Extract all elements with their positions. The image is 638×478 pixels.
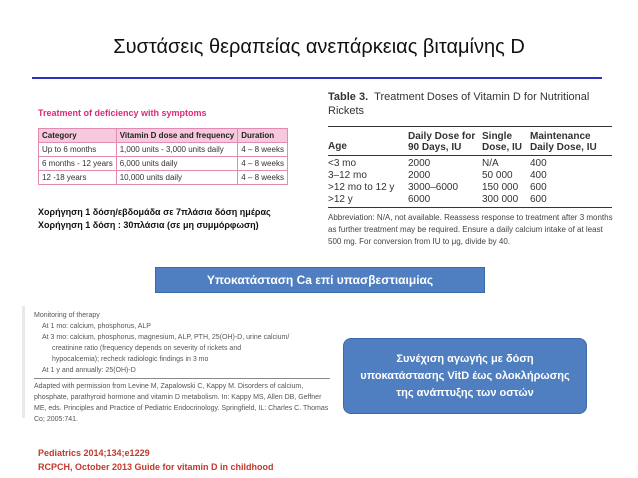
monitoring-title: Monitoring of therapy [34, 312, 100, 319]
column-header: Single Dose, IU [482, 131, 523, 153]
table-cell: Up to 6 months [39, 143, 117, 157]
right-table-caption [328, 90, 618, 118]
column-header: Maintenance Daily Dose, IU [530, 131, 597, 153]
left-table-heading: Treatment of deficiency with symptoms [38, 108, 207, 118]
slide-title: Συστάσεις θεραπείας ανεπάρκειας βιταμίνης D [113, 36, 525, 58]
table-cell: 2000 [408, 170, 431, 181]
table-cell: 2000 [408, 158, 431, 169]
table-cell: 3000–6000 [408, 182, 459, 193]
reference-rcpch: RCPCH, October 2013 Guide for vitamin D in childhood [38, 462, 274, 472]
table-caption-text: Treatment Doses of Vitamin D for Nutritional Rickets [328, 91, 590, 117]
monitoring-line: hypocalcemia); recheck radiologic findings in 3 mo [52, 356, 209, 363]
monitoring-line: At 3 mo: calcium, phosphorus, magnesium, ALP, PTH, 25(OH)-D, urine calcium/ [42, 334, 290, 341]
table-cell: 400 [530, 170, 547, 181]
column-header: Age [328, 141, 347, 152]
monitoring-side-bar [22, 306, 25, 418]
table-cell: 6,000 units daily [116, 157, 238, 171]
symptom-treatment-table [38, 128, 288, 185]
calcium-banner: Υποκατάσταση Ca επί υπασβεστιαιμίας [155, 267, 485, 293]
reference-pediatrics: Pediatrics 2014;134;e1229 [38, 448, 150, 458]
title-underline [32, 77, 602, 79]
table-row [328, 170, 618, 181]
monitoring-line: At 1 y and annually: 25(OH)-D [42, 367, 136, 374]
table-rule-header [328, 155, 612, 156]
column-header: Category [39, 129, 117, 143]
column-header: Vitamin D dose and frequency [116, 129, 238, 143]
table-cell: 10,000 units daily [116, 171, 238, 185]
column-header: Duration [238, 129, 288, 143]
table-cell: 6 months - 12 years [39, 157, 117, 171]
table-cell: 150 000 [482, 182, 519, 193]
table-cell: >12 mo to 12 y [328, 182, 395, 193]
table-cell: 400 [530, 158, 547, 169]
table-cell: 4 – 8 weeks [238, 143, 288, 157]
table-row [39, 157, 288, 171]
table-cell: 4 – 8 weeks [238, 171, 288, 185]
column-header: Daily Dose for 90 Days, IU [408, 131, 476, 153]
table-header-row [39, 129, 288, 143]
table-cell: 300 000 [482, 194, 519, 205]
table-row [39, 143, 288, 157]
table-row [39, 171, 288, 185]
monitoring-panel [34, 310, 330, 425]
monitoring-line: creatinine ratio (frequency depends on severity of rickets and [52, 345, 242, 352]
monitoring-divider [34, 378, 330, 379]
callout-text: Συνέχιση αγωγής με δόση υποκατάστασης VitD έως ολοκλήρωσης της ανάπτυξης των οστών [360, 352, 570, 399]
table-cell: >12 y [328, 194, 353, 205]
dosing-note-weekly: Χορήγηση 1 δόση/εβδομάδα σε 7πλάσια δόση ημέρας [38, 207, 271, 217]
table-row [328, 182, 618, 193]
table-rule-top [328, 126, 612, 127]
table-cell: 3–12 mo [328, 170, 367, 181]
table-cell: 50 000 [482, 170, 513, 181]
table-cell: 6000 [408, 194, 431, 205]
table-row [328, 194, 618, 205]
table-cell: 4 – 8 weeks [238, 157, 288, 171]
table-row [328, 158, 618, 169]
continuation-callout [343, 338, 587, 414]
monitoring-line: At 1 mo: calcium, phosphorus, ALP [42, 323, 151, 330]
table-cell: 600 [530, 182, 547, 193]
table-footnote: Abbreviation: N/A, not available. Reassess response to treatment after 3 months as further treatment may be required. Ensure a daily calcium intake of at least 500 mg. For conversion from IU to μg, divide by 40. [328, 213, 613, 246]
table-cell: 12 -18 years [39, 171, 117, 185]
dosing-note-single: Χορήγηση 1 δόση : 30πλάσια (σε μη συμμόρφωση) [38, 220, 259, 230]
table-cell: <3 mo [328, 158, 357, 169]
table-rule-bottom [328, 207, 612, 208]
table-cell: 600 [530, 194, 547, 205]
monitoring-attribution: Adapted with permission from Levine M, Zapalowski C, Kappy M. Disorders of calcium, phosphate, parathyroid hormone and vitamin D metabolism. In: Kappy MS, Allen DB, Geffner ME, eds. Principles and Practice of Pediatric Endocrinology. Springfield, IL: Charles C. Thomas Co; 2005:741. [34, 383, 329, 423]
table-cell: 1,000 units - 3,000 units daily [116, 143, 238, 157]
table-label: Table 3. [328, 91, 369, 103]
table-cell: N/A [482, 158, 499, 169]
